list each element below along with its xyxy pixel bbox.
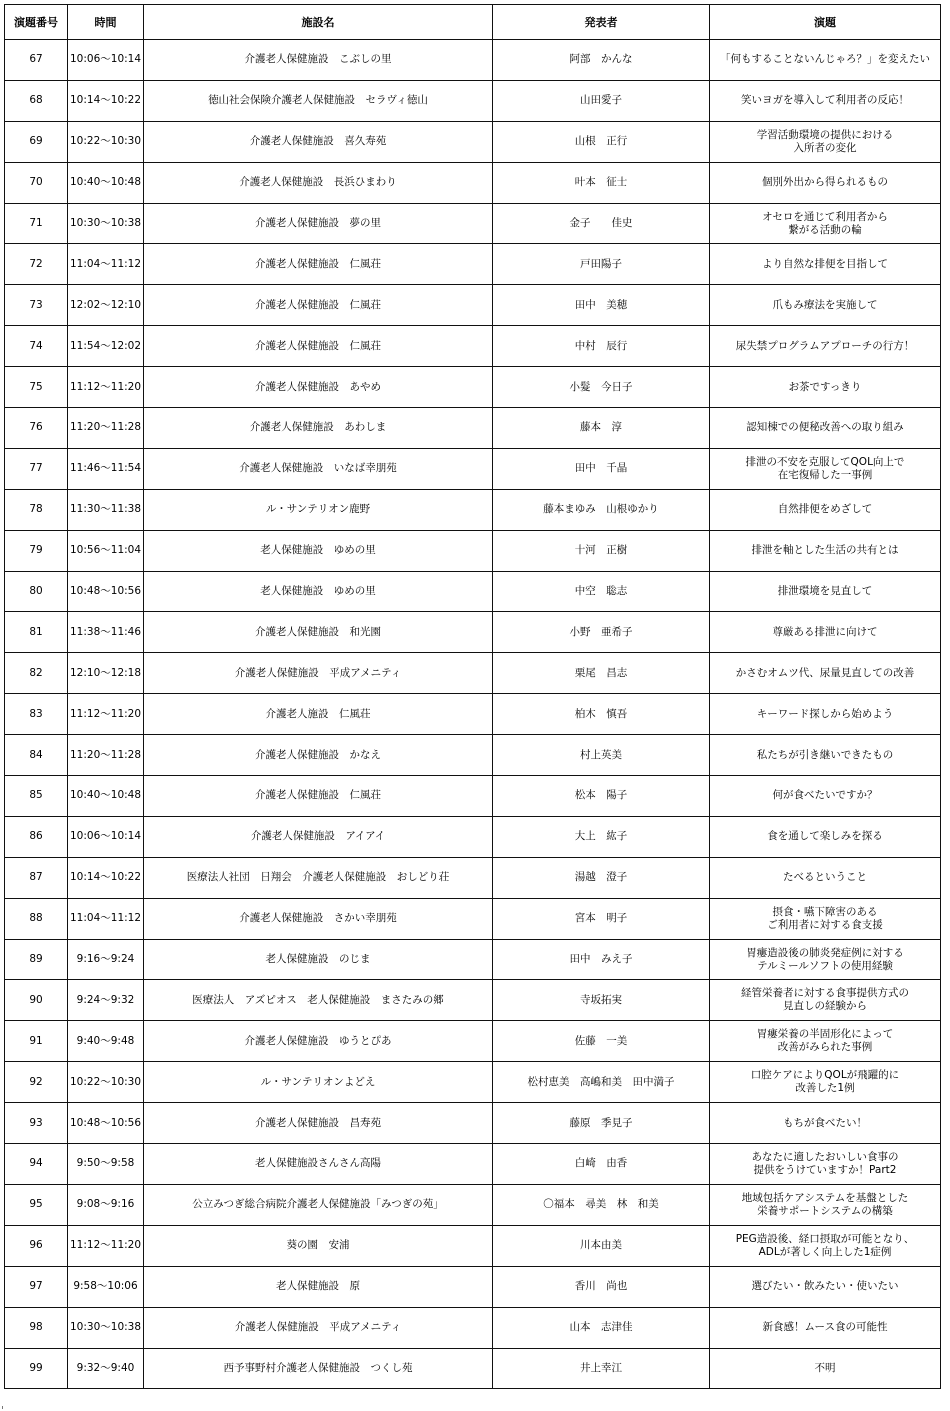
cell-title: 口腔ケアによりQOLが飛躍的に 改善した1例 — [710, 1062, 941, 1103]
cell-facility: 葵の園 安浦 — [144, 1225, 493, 1266]
cell-presenter: 山根 正行 — [493, 121, 710, 162]
cell-title: PEG造設後、経口摂取が可能となり、 ADLが著しく向上した1症例 — [710, 1225, 941, 1266]
table-row — [5, 776, 941, 817]
page-corner-mark — [2, 1406, 3, 1409]
cell-presenter: 田中 みえ子 — [493, 939, 710, 980]
cell-facility: 老人保健施設 原 — [144, 1266, 493, 1307]
table-row — [5, 1184, 941, 1225]
table-row — [5, 898, 941, 939]
cell-facility: 介護老人保健施設 仁風荘 — [144, 326, 493, 367]
cell-number: 89 — [5, 939, 68, 980]
cell-facility: 介護老人保健施設 喜久寿苑 — [144, 121, 493, 162]
cell-presenter: 藤本 淳 — [493, 408, 710, 449]
cell-title: 摂食・嚥下障害のある ご利用者に対する食支援 — [710, 898, 941, 939]
cell-title: 不明 — [710, 1348, 941, 1389]
cell-number: 92 — [5, 1062, 68, 1103]
cell-number: 83 — [5, 694, 68, 735]
cell-title: たべるということ — [710, 857, 941, 898]
cell-number: 93 — [5, 1103, 68, 1144]
table-header-row — [5, 5, 941, 40]
table-row — [5, 530, 941, 571]
cell-facility: 介護老人保健施設 ゆうとぴあ — [144, 1021, 493, 1062]
cell-time: 10:22～10:30 — [68, 121, 144, 162]
cell-title: 経管栄養者に対する食事提供方式の 見直しの経験から — [710, 980, 941, 1021]
table-row — [5, 1144, 941, 1185]
table-row — [5, 408, 941, 449]
cell-number: 72 — [5, 244, 68, 285]
cell-title: 選びたい・飲みたい・使いたい — [710, 1266, 941, 1307]
cell-time: 10:14～10:22 — [68, 80, 144, 121]
cell-presenter: 香川 尚也 — [493, 1266, 710, 1307]
table-row — [5, 1307, 941, 1348]
table-row — [5, 489, 941, 530]
cell-facility: 介護老人保健施設 仁風荘 — [144, 285, 493, 326]
table-row — [5, 939, 941, 980]
table-row — [5, 121, 941, 162]
cell-presenter: 藤原 季見子 — [493, 1103, 710, 1144]
cell-facility: 西予事野村介護老人保健施設 つくし苑 — [144, 1348, 493, 1389]
cell-title: 新食感！ムース食の可能性 — [710, 1307, 941, 1348]
cell-time: 10:56～11:04 — [68, 530, 144, 571]
cell-number: 99 — [5, 1348, 68, 1389]
cell-presenter: 中空 聡志 — [493, 571, 710, 612]
table-row — [5, 653, 941, 694]
cell-number: 87 — [5, 857, 68, 898]
table-row — [5, 571, 941, 612]
cell-number: 86 — [5, 816, 68, 857]
cell-number: 90 — [5, 980, 68, 1021]
cell-presenter: 小髮 今日子 — [493, 367, 710, 408]
header-no: 演題番号 — [5, 5, 68, 40]
cell-number: 94 — [5, 1144, 68, 1185]
cell-number: 91 — [5, 1021, 68, 1062]
cell-number: 77 — [5, 448, 68, 489]
cell-time: 11:38～11:46 — [68, 612, 144, 653]
cell-time: 12:10～12:18 — [68, 653, 144, 694]
cell-title: 何が食べたいですか？ — [710, 776, 941, 817]
table-row — [5, 1021, 941, 1062]
cell-time: 11:54～12:02 — [68, 326, 144, 367]
cell-presenter: 井上幸江 — [493, 1348, 710, 1389]
cell-number: 68 — [5, 80, 68, 121]
cell-presenter: 叶本 征士 — [493, 162, 710, 203]
cell-facility: 介護老人保健施設 かなえ — [144, 735, 493, 776]
cell-presenter: 山田愛子 — [493, 80, 710, 121]
cell-number: 74 — [5, 326, 68, 367]
cell-title: キーワード探しから始めよう — [710, 694, 941, 735]
cell-facility: 徳山社会保険介護老人保健施設 セラヴィ徳山 — [144, 80, 493, 121]
cell-title: 学習活動環境の提供における 入所者の変化 — [710, 121, 941, 162]
table-row — [5, 244, 941, 285]
cell-facility: 医療法人社団 日翔会 介護老人保健施設 おしどり荘 — [144, 857, 493, 898]
table-row — [5, 857, 941, 898]
cell-presenter: 湯越 澄子 — [493, 857, 710, 898]
cell-presenter: 田中 千晶 — [493, 448, 710, 489]
cell-number: 98 — [5, 1307, 68, 1348]
cell-number: 78 — [5, 489, 68, 530]
table-row — [5, 1103, 941, 1144]
cell-time: 11:30～11:38 — [68, 489, 144, 530]
cell-facility: 介護老人保健施設 長浜ひまわり — [144, 162, 493, 203]
cell-number: 75 — [5, 367, 68, 408]
cell-facility: 介護老人保健施設 あわしま — [144, 408, 493, 449]
cell-presenter: 〇福本 尋美 林 和美 — [493, 1184, 710, 1225]
header-time: 時間 — [68, 5, 144, 40]
cell-time: 10:14～10:22 — [68, 857, 144, 898]
table-row — [5, 367, 941, 408]
cell-time: 10:40～10:48 — [68, 776, 144, 817]
cell-time: 10:30～10:38 — [68, 1307, 144, 1348]
cell-title: より自然な排便を目指して — [710, 244, 941, 285]
cell-facility: 介護老人保健施設 仁風荘 — [144, 776, 493, 817]
cell-presenter: 村上英美 — [493, 735, 710, 776]
presentation-schedule-table — [4, 4, 941, 1389]
cell-title: もちが食べたい！ — [710, 1103, 941, 1144]
cell-facility: 介護老人保健施設 仁風荘 — [144, 244, 493, 285]
table-row — [5, 80, 941, 121]
cell-presenter: 田中 美穂 — [493, 285, 710, 326]
header-title: 演題 — [710, 5, 941, 40]
cell-facility: 介護老人保健施設 いなば幸朋苑 — [144, 448, 493, 489]
cell-presenter: 川本由美 — [493, 1225, 710, 1266]
cell-time: 10:06～10:14 — [68, 40, 144, 81]
table-body — [5, 40, 941, 1389]
cell-facility: 介護老人保健施設 平成アメニティ — [144, 653, 493, 694]
cell-title: かさむオムツ代、尿量見直しての改善 — [710, 653, 941, 694]
header-facility: 施設名 — [144, 5, 493, 40]
cell-time: 10:48～10:56 — [68, 571, 144, 612]
cell-title: 尿失禁プログラムアプローチの行方！ — [710, 326, 941, 367]
cell-presenter: 山本 志津佳 — [493, 1307, 710, 1348]
cell-facility: 介護老人保健施設 昌寿苑 — [144, 1103, 493, 1144]
cell-facility: 老人保健施設 のじま — [144, 939, 493, 980]
cell-number: 82 — [5, 653, 68, 694]
table-row — [5, 1348, 941, 1389]
cell-time: 11:12～11:20 — [68, 1225, 144, 1266]
cell-title: 食を通して楽しみを探る — [710, 816, 941, 857]
cell-facility: 介護老人保健施設 夢の里 — [144, 203, 493, 244]
cell-title: オセロを通じて利用者から 繋がる活動の輪 — [710, 203, 941, 244]
cell-facility: 介護老人保健施設 あやめ — [144, 367, 493, 408]
cell-time: 9:50～9:58 — [68, 1144, 144, 1185]
table-row — [5, 1062, 941, 1103]
table-row — [5, 448, 941, 489]
cell-time: 9:32～9:40 — [68, 1348, 144, 1389]
cell-number: 71 — [5, 203, 68, 244]
cell-title: 胃瘻造設後の肺炎発症例に対する テルミールソフトの使用経験 — [710, 939, 941, 980]
table-row — [5, 612, 941, 653]
cell-presenter: 柏木 慎吾 — [493, 694, 710, 735]
cell-facility: 公立みつぎ総合病院介護老人保健施設「みつぎの苑」 — [144, 1184, 493, 1225]
cell-title: 排泄の不安を克服してQOL向上で 在宅復帰した一事例 — [710, 448, 941, 489]
cell-time: 9:08～9:16 — [68, 1184, 144, 1225]
cell-title: 地域包括ケアシステムを基盤とした 栄養サポートシステムの構築 — [710, 1184, 941, 1225]
cell-title: 私たちが引き継いできたもの — [710, 735, 941, 776]
cell-presenter: 十河 正樹 — [493, 530, 710, 571]
cell-time: 11:12～11:20 — [68, 694, 144, 735]
cell-number: 81 — [5, 612, 68, 653]
cell-time: 9:16～9:24 — [68, 939, 144, 980]
cell-time: 9:58～10:06 — [68, 1266, 144, 1307]
cell-presenter: 寺坂拓実 — [493, 980, 710, 1021]
cell-presenter: 藤本まゆみ 山根ゆかり — [493, 489, 710, 530]
cell-facility: 老人保健施設 ゆめの里 — [144, 571, 493, 612]
cell-facility: 介護老人施設 仁風荘 — [144, 694, 493, 735]
cell-number: 76 — [5, 408, 68, 449]
cell-facility: ル・サンテリオン鹿野 — [144, 489, 493, 530]
cell-time: 9:24～9:32 — [68, 980, 144, 1021]
cell-time: 11:20～11:28 — [68, 735, 144, 776]
cell-facility: 老人保健施設さんさん高陽 — [144, 1144, 493, 1185]
cell-facility: 介護老人保健施設 和光園 — [144, 612, 493, 653]
cell-time: 11:20～11:28 — [68, 408, 144, 449]
cell-title: 自然排便をめざして — [710, 489, 941, 530]
cell-title: あなたに適したおいしい食事の 提供をうけていますか！Part2 — [710, 1144, 941, 1185]
cell-facility: ル・サンテリオンよどえ — [144, 1062, 493, 1103]
table-row — [5, 40, 941, 81]
cell-number: 84 — [5, 735, 68, 776]
cell-number: 96 — [5, 1225, 68, 1266]
cell-title: 笑いヨガを導入して利用者の反応！ — [710, 80, 941, 121]
cell-time: 11:04～11:12 — [68, 898, 144, 939]
cell-title: 爪もみ療法を実施して — [710, 285, 941, 326]
cell-time: 10:06～10:14 — [68, 816, 144, 857]
cell-facility: 介護老人保健施設 こぶしの里 — [144, 40, 493, 81]
cell-number: 69 — [5, 121, 68, 162]
cell-number: 85 — [5, 776, 68, 817]
cell-number: 97 — [5, 1266, 68, 1307]
cell-presenter: 松村恵美 高嶋和美 田中満子 — [493, 1062, 710, 1103]
cell-number: 88 — [5, 898, 68, 939]
cell-presenter: 栗尾 昌志 — [493, 653, 710, 694]
cell-presenter: 白崎 由香 — [493, 1144, 710, 1185]
cell-presenter: 宮本 明子 — [493, 898, 710, 939]
header-presenter: 発表者 — [493, 5, 710, 40]
cell-number: 80 — [5, 571, 68, 612]
cell-facility: 医療法人 アズピオス 老人保健施設 まさたみの郷 — [144, 980, 493, 1021]
table-row — [5, 326, 941, 367]
cell-title: 尊厳ある排泄に向けて — [710, 612, 941, 653]
cell-title: 認知棟での便秘改善への取り組み — [710, 408, 941, 449]
cell-number: 95 — [5, 1184, 68, 1225]
table-row — [5, 735, 941, 776]
cell-time: 11:04～11:12 — [68, 244, 144, 285]
table-row — [5, 980, 941, 1021]
cell-title: 排泄環境を見直して — [710, 571, 941, 612]
cell-title: 胃瘻栄養の半固形化によって 改善がみられた事例 — [710, 1021, 941, 1062]
cell-presenter: 戸田陽子 — [493, 244, 710, 285]
table-row — [5, 816, 941, 857]
cell-time: 11:12～11:20 — [68, 367, 144, 408]
cell-time: 11:46～11:54 — [68, 448, 144, 489]
cell-facility: 介護老人保健施設 アイアイ — [144, 816, 493, 857]
cell-presenter: 小野 亜希子 — [493, 612, 710, 653]
cell-presenter: 松本 陽子 — [493, 776, 710, 817]
cell-time: 12:02～12:10 — [68, 285, 144, 326]
cell-presenter: 金子 佳史 — [493, 203, 710, 244]
cell-presenter: 大上 紘子 — [493, 816, 710, 857]
cell-time: 10:48～10:56 — [68, 1103, 144, 1144]
cell-number: 67 — [5, 40, 68, 81]
cell-time: 10:30～10:38 — [68, 203, 144, 244]
table-row — [5, 1225, 941, 1266]
cell-time: 10:40～10:48 — [68, 162, 144, 203]
cell-facility: 介護老人保健施設 平成アメニティ — [144, 1307, 493, 1348]
cell-presenter: 中村 辰行 — [493, 326, 710, 367]
cell-title: 「何もすることないんじゃろ？」を変えたい — [710, 40, 941, 81]
table-row — [5, 203, 941, 244]
cell-facility: 介護老人保健施設 さかい幸朋苑 — [144, 898, 493, 939]
table-row — [5, 162, 941, 203]
cell-title: 排泄を軸とした生活の共有とは — [710, 530, 941, 571]
table-row — [5, 1266, 941, 1307]
cell-number: 73 — [5, 285, 68, 326]
cell-title: 個別外出から得られるもの — [710, 162, 941, 203]
cell-facility: 老人保健施設 ゆめの里 — [144, 530, 493, 571]
table-row — [5, 694, 941, 735]
cell-presenter: 佐藤 一美 — [493, 1021, 710, 1062]
cell-time: 9:40～9:48 — [68, 1021, 144, 1062]
cell-number: 70 — [5, 162, 68, 203]
cell-presenter: 阿部 かんな — [493, 40, 710, 81]
cell-number: 79 — [5, 530, 68, 571]
table-row — [5, 285, 941, 326]
cell-title: お茶ですっきり — [710, 367, 941, 408]
cell-time: 10:22～10:30 — [68, 1062, 144, 1103]
